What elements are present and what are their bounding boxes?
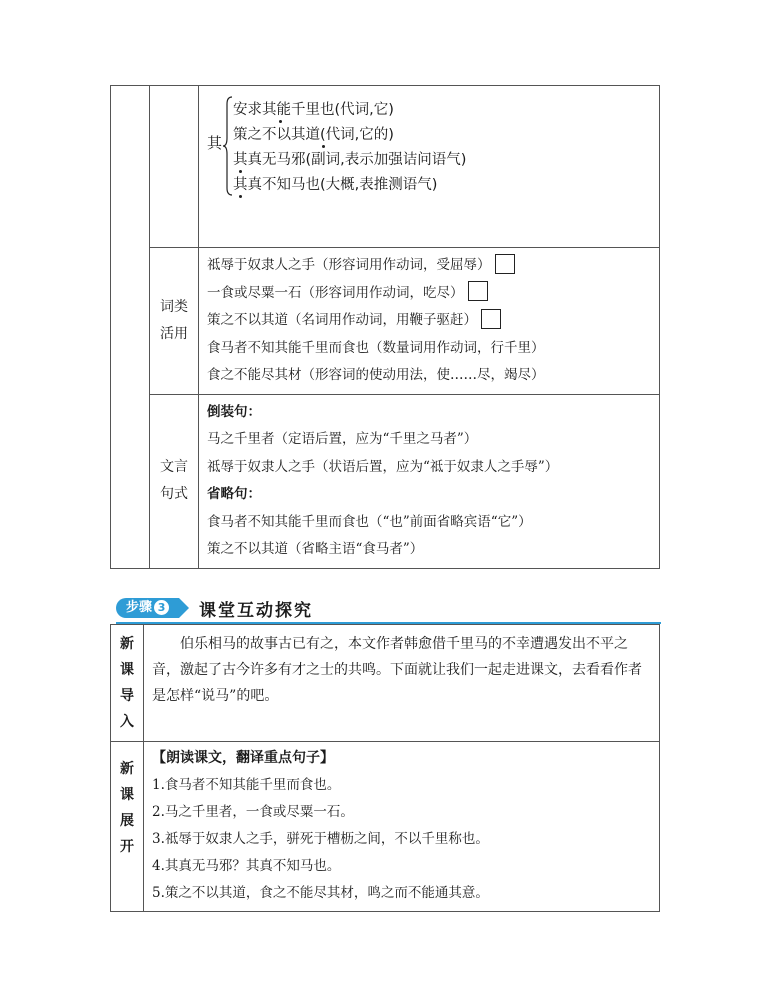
emphasis-dot xyxy=(239,170,242,173)
step-arrow-icon xyxy=(179,598,189,618)
shenglue-heading: 省略句： xyxy=(207,486,261,502)
cilei-label: 词类 活用 xyxy=(150,248,199,395)
cilei-item: 食马者不知其能千里而食也（数量词用作动词，行千里） xyxy=(207,339,545,356)
expand-heading: 【朗读课文，翻译重点句子】 xyxy=(152,750,334,766)
wenyan-label: 文言 句式 xyxy=(150,394,199,568)
sentence-item: 4.其真无马邪？其真不知马也。 xyxy=(152,858,341,874)
cilei-item: 一食或尽粟一石（形容词用作动词，吃尽） xyxy=(207,280,659,308)
curly-brace-icon xyxy=(223,96,233,196)
lesson-table xyxy=(110,624,660,912)
answer-box[interactable] xyxy=(495,254,515,274)
cilei-item: 策之不以其道（名词用作动词，用鞭子驱赶） xyxy=(207,307,659,335)
answer-box[interactable] xyxy=(481,309,501,329)
qi-line: 安求其能千里也(代词,它) xyxy=(233,102,394,118)
intro-label: 新 课 导 入 xyxy=(111,625,144,742)
cilei-item: 祗辱于奴隶人之手（形容词用作动词，受屈辱） xyxy=(207,252,659,280)
shenglue-item: 策之不以其道（省略主语“食马者”） xyxy=(207,541,424,557)
sentence-item: 3.祗辱于奴隶人之手，骈死于槽枥之间，不以千里称也。 xyxy=(152,831,489,847)
step-pill xyxy=(116,598,179,618)
emphasis-dot xyxy=(322,145,325,148)
qi-line: 其真不知马也(大概,表推测语气) xyxy=(233,177,438,193)
cilei-content xyxy=(199,248,660,395)
expand-content xyxy=(144,742,660,912)
vocab-table xyxy=(110,85,660,569)
emphasis-dot xyxy=(239,195,242,198)
merged-side-cell xyxy=(111,86,150,569)
sentence-item: 2.马之千里者，一食或尽粟一石。 xyxy=(152,804,354,820)
step-banner xyxy=(116,597,313,619)
wenyan-content xyxy=(199,394,660,568)
shenglue-item: 食马者不知其能千里而食也（“也”前面省略宾语“它”） xyxy=(207,513,532,530)
expand-label: 新 课 展 开 xyxy=(111,742,144,912)
emphasis-dot xyxy=(279,120,282,123)
qi-line: 其真无马邪(副词,表示加强诘问语气) xyxy=(233,152,467,168)
cilei-item: 食之不能尽其材（形容词的使动用法，使……尽，竭尽） xyxy=(207,367,545,383)
daozhuang-heading: 倒装句： xyxy=(207,403,261,420)
intro-paragraph: 伯乐相马的故事古已有之，本文作者韩愈借千里马的不幸遭遇发出不平之音，激起了古今许多有才之士的共鸣。下面就让我们一起走进课文，去看看作者是怎样“说马”的吧。 xyxy=(152,636,642,704)
sentence-item: 1.食马者不知其能千里而食也。 xyxy=(152,777,341,793)
step-title: 课堂互动探究 xyxy=(199,600,314,621)
qi-line: 策之不以其道(代词,它的) xyxy=(233,127,394,143)
intro-content xyxy=(144,625,660,742)
qi-label-cell xyxy=(150,86,199,248)
step-label: 步骤 xyxy=(126,600,153,615)
daozhuang-item: 马之千里者（定语后置，应为“千里之马者”） xyxy=(207,431,478,447)
step-number: 3 xyxy=(154,600,169,615)
daozhuang-item: 祗辱于奴隶人之手（状语后置，应为“祗于奴隶人之手辱”） xyxy=(207,458,559,475)
sentence-item: 5.策之不以其道，食之不能尽其材，鸣之而不能通其意。 xyxy=(152,885,489,901)
qi-char: 其 xyxy=(207,134,223,152)
qi-content-cell xyxy=(199,86,660,248)
answer-box[interactable] xyxy=(468,281,488,301)
